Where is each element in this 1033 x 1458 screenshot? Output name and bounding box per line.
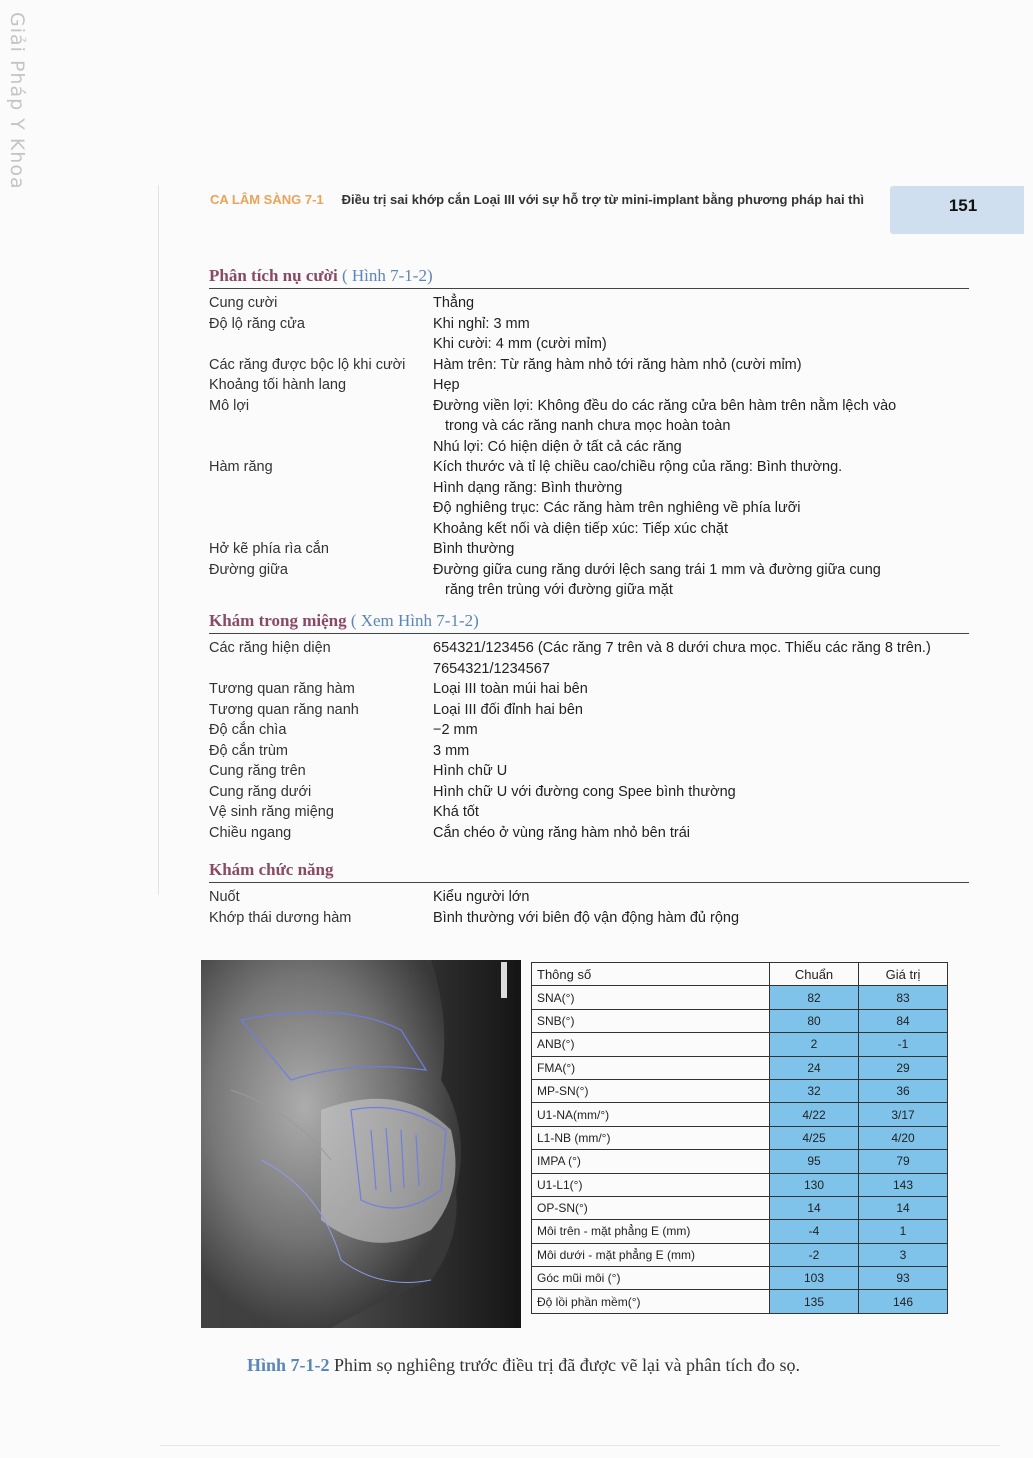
- table-row: [532, 1103, 948, 1126]
- caption-text: Phim sọ nghiêng trước điều trị đã được vẽ lại và phân tích đo sọ.: [329, 1355, 800, 1375]
- info-row: [209, 679, 969, 700]
- info-row: [209, 700, 969, 721]
- norm-cell: 2: [770, 1033, 859, 1056]
- parameter-cell: ANB(°): [532, 1033, 770, 1056]
- info-row: [209, 560, 969, 601]
- info-row: [209, 720, 969, 741]
- value-line: Nhú lợi: Có hiện diện ở tất cả các răng: [433, 438, 682, 455]
- value-line: Loại III đối đỉnh hai bên: [433, 701, 583, 718]
- table-row: [532, 1056, 948, 1079]
- section-title-smile: Phân tích nụ cười ( Hình 7-1-2): [209, 266, 969, 289]
- parameter-cell: Môi dưới - mặt phẳng E (mm): [532, 1243, 770, 1266]
- norm-cell: 14: [770, 1196, 859, 1219]
- parameter-cell: SNA(°): [532, 986, 770, 1009]
- parameter-cell: Độ lồi phần mềm(°): [532, 1290, 770, 1313]
- value-line: Khi nghỉ: 3 mm: [433, 315, 530, 332]
- value-cell: 79: [859, 1150, 948, 1173]
- row-label: Cung cười: [209, 295, 278, 311]
- value-line: Khá tốt: [433, 804, 479, 820]
- value-cell: 3: [859, 1243, 948, 1266]
- table-row: [532, 1009, 948, 1032]
- value-line: Kích thước và tỉ lệ chiều cao/chiều rộng của răng: Bình thường.: [433, 459, 843, 475]
- smile-analysis-section: [209, 266, 969, 601]
- row-value: [433, 314, 969, 355]
- norm-cell: 103: [770, 1267, 859, 1290]
- info-row: [209, 355, 969, 376]
- table-row: [532, 1196, 948, 1219]
- row-value: [433, 375, 969, 396]
- table-row: [532, 1243, 948, 1266]
- header-parameter: Thông số: [532, 963, 770, 986]
- norm-cell: 80: [770, 1009, 859, 1032]
- table-row: [532, 1220, 948, 1243]
- parameter-cell: FMA(°): [532, 1056, 770, 1079]
- page-number-box: [890, 186, 1024, 234]
- value-line: Thẳng: [433, 295, 475, 311]
- value-line: Hẹp: [433, 377, 460, 393]
- row-label: Hở kẽ phía rìa cắn: [209, 541, 329, 557]
- header-value: Giá trị: [859, 963, 948, 986]
- page-number: 151: [948, 196, 978, 215]
- norm-cell: -4: [770, 1220, 859, 1243]
- parameter-cell: SNB(°): [532, 1009, 770, 1032]
- table-row: [532, 1290, 948, 1313]
- bottom-rule: [160, 1445, 1000, 1446]
- value-line: Hình chữ U: [433, 763, 508, 779]
- norm-cell: 4/25: [770, 1126, 859, 1149]
- row-value: [433, 802, 969, 823]
- row-value: [433, 823, 969, 844]
- value-cell: 29: [859, 1056, 948, 1079]
- row-value: [433, 761, 969, 782]
- row-value: [433, 679, 969, 700]
- row-value: [433, 355, 969, 376]
- info-row: [209, 293, 969, 314]
- row-value: [433, 700, 969, 721]
- value-line: 654321/123456 (Các răng 7 trên và 8 dưới chưa mọc. Thiếu các răng 8 trên.): [433, 640, 931, 656]
- value-cell: 146: [859, 1290, 948, 1313]
- info-row: [209, 396, 969, 458]
- parameter-cell: IMPA (°): [532, 1150, 770, 1173]
- case-label: CA LÂM SÀNG 7-1: [210, 192, 324, 207]
- info-row: [209, 375, 969, 396]
- value-line: Đường giữa cung răng dưới lệch sang trái 1 mm và đường giữa cung: [433, 561, 881, 578]
- value-cell: 1: [859, 1220, 948, 1243]
- value-cell: 3/17: [859, 1103, 948, 1126]
- cephalometric-table: [531, 962, 948, 1314]
- functional-section: [209, 860, 969, 928]
- chapter-title: Điều trị sai khớp cắn Loại III với sự hỗ trợ từ mini-implant bằng phương pháp hai thì: [341, 192, 865, 207]
- table-row: [532, 1150, 948, 1173]
- value-line: Loại III toàn múi hai bên: [433, 681, 588, 697]
- parameter-cell: Môi trên - mặt phẳng E (mm): [532, 1220, 770, 1243]
- figure-caption: [247, 1355, 800, 1376]
- info-row: [209, 782, 969, 803]
- value-line: răng trên trùng với đường giữa mặt: [445, 582, 673, 598]
- row-value: [433, 539, 969, 560]
- row-label: Độ cắn trùm: [209, 742, 288, 759]
- value-cell: 143: [859, 1173, 948, 1196]
- value-line: Hình chữ U với đường cong Spee bình thường: [433, 783, 736, 800]
- value-line: Độ nghiêng trục: Các răng hàm trên nghiêng về phía lưỡi: [433, 500, 801, 516]
- norm-cell: 135: [770, 1290, 859, 1313]
- watermark: Giải Pháp Y Khoa: [6, 12, 28, 190]
- norm-cell: 95: [770, 1150, 859, 1173]
- intraoral-rows: [209, 638, 969, 843]
- info-row: [209, 802, 969, 823]
- table-row: [532, 1033, 948, 1056]
- info-row: [209, 741, 969, 762]
- value-line: Bình thường: [433, 541, 515, 557]
- parameter-cell: U1-NA(mm/°): [532, 1103, 770, 1126]
- header-norm: Chuẩn: [770, 963, 859, 986]
- value-line: Hình dạng răng: Bình thường: [433, 479, 623, 496]
- row-value: [433, 887, 969, 908]
- norm-cell: 82: [770, 986, 859, 1009]
- info-row: [209, 823, 969, 844]
- row-label: Các răng được bộc lộ khi cười: [209, 356, 406, 373]
- table-body: [532, 986, 948, 1313]
- value-cell: 4/20: [859, 1126, 948, 1149]
- value-line: Bình thường với biên độ vận động hàm đủ rộng: [433, 909, 740, 926]
- row-value: [433, 782, 969, 803]
- functional-rows: [209, 887, 969, 928]
- row-label: Tương quan răng nanh: [209, 701, 359, 718]
- norm-cell: 24: [770, 1056, 859, 1079]
- info-row: [209, 887, 969, 908]
- value-line: 3 mm: [433, 742, 470, 759]
- value-line: trong và các răng nanh chưa mọc hoàn toàn: [445, 418, 731, 434]
- row-value: [433, 560, 969, 601]
- row-value: [433, 293, 969, 314]
- info-row: [209, 761, 969, 782]
- cephalometric-xray-image: [201, 960, 521, 1328]
- value-line: Khoảng kết nối và diện tiếp xúc: Tiếp xúc chặt: [433, 520, 729, 537]
- parameter-cell: MP-SN(°): [532, 1079, 770, 1102]
- value-line: Đường viền lợi: Không đều do các răng cửa bên hàm trên nằm lệch vào: [433, 397, 897, 414]
- norm-cell: 4/22: [770, 1103, 859, 1126]
- xray-drawing: [201, 960, 521, 1328]
- table-row: [532, 986, 948, 1009]
- row-label: Khớp thái dương hàm: [209, 909, 352, 926]
- parameter-cell: OP-SN(°): [532, 1196, 770, 1219]
- table-row: [532, 1126, 948, 1149]
- value-line: Cắn chéo ở vùng răng hàm nhỏ bên trái: [433, 824, 690, 841]
- running-header: [210, 192, 864, 207]
- row-label: Vệ sinh răng miệng: [209, 804, 334, 820]
- info-row: [209, 908, 969, 929]
- info-row: [209, 539, 969, 560]
- norm-cell: 32: [770, 1079, 859, 1102]
- row-label: Nuốt: [209, 889, 240, 905]
- info-row: [209, 314, 969, 355]
- row-value: [433, 396, 969, 458]
- row-value: [433, 720, 969, 741]
- row-label: Cung răng trên: [209, 763, 306, 779]
- parameter-cell: U1-L1(°): [532, 1173, 770, 1196]
- section-title-functional: Khám chức năng: [209, 860, 969, 883]
- row-value: [433, 457, 969, 539]
- row-label: Đường giữa: [209, 561, 288, 578]
- row-label: Các răng hiện diện: [209, 640, 331, 656]
- intraoral-section: [209, 611, 969, 843]
- row-label: Cung răng dưới: [209, 783, 312, 800]
- value-line: Khi cười: 4 mm (cười mỉm): [433, 336, 607, 352]
- value-cell: 83: [859, 986, 948, 1009]
- row-label: Tương quan răng hàm: [209, 681, 355, 697]
- table-row: [532, 1267, 948, 1290]
- value-cell: -1: [859, 1033, 948, 1056]
- info-row: [209, 457, 969, 539]
- row-label: Hàm răng: [209, 459, 273, 475]
- value-cell: 93: [859, 1267, 948, 1290]
- smile-rows: [209, 293, 969, 601]
- value-cell: 36: [859, 1079, 948, 1102]
- row-label: Độ cắn chìa: [209, 722, 287, 738]
- section-title-intraoral: Khám trong miệng ( Xem Hình 7-1-2): [209, 611, 969, 634]
- figure-number: Hình 7-1-2: [247, 1355, 330, 1375]
- value-line: −2 mm: [433, 722, 478, 738]
- row-value: [433, 638, 969, 679]
- value-line: 7654321/1234567: [433, 660, 550, 677]
- row-label: Chiều ngang: [209, 824, 292, 841]
- norm-cell: -2: [770, 1243, 859, 1266]
- value-line: Kiểu người lớn: [433, 889, 530, 905]
- norm-cell: 130: [770, 1173, 859, 1196]
- value-cell: 14: [859, 1196, 948, 1219]
- info-row: [209, 638, 969, 679]
- table-header-row: [532, 963, 948, 986]
- row-label: Độ lộ răng cửa: [209, 315, 305, 332]
- row-value: [433, 741, 969, 762]
- parameter-cell: Góc mũi môi (°): [532, 1267, 770, 1290]
- value-line: Hàm trên: Từ răng hàm nhỏ tới răng hàm nhỏ (cười mỉm): [433, 356, 802, 373]
- left-margin-rule: [158, 185, 159, 895]
- row-label: Mô lợi: [209, 397, 250, 414]
- value-cell: 84: [859, 1009, 948, 1032]
- row-value: [433, 908, 969, 929]
- table-row: [532, 1173, 948, 1196]
- parameter-cell: L1-NB (mm/°): [532, 1126, 770, 1149]
- row-label: Khoảng tối hành lang: [209, 377, 347, 393]
- table-row: [532, 1079, 948, 1102]
